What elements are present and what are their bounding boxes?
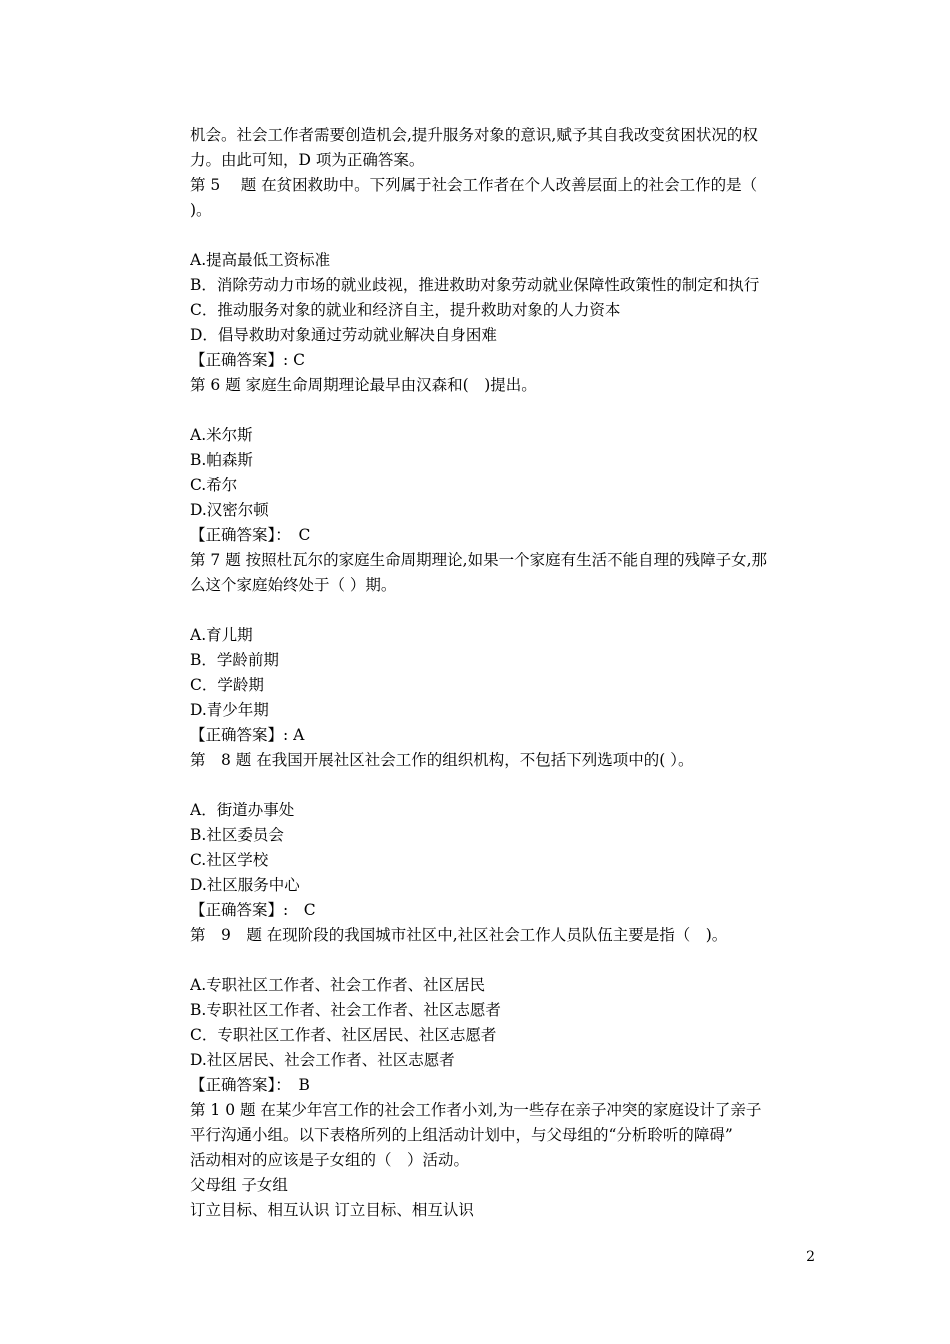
option-b: B．学龄前期 [190,651,279,669]
text-line: 么这个家庭始终处于（ ）期。 [190,576,397,594]
option-a: A．街道办事处 [190,801,295,819]
blank-line [190,598,810,623]
option-c: C.社区学校 [190,851,269,869]
option-a: A.专职社区工作者、社会工作者、社区居民 [190,976,486,994]
question-title: 第 7 题 按照杜瓦尔的家庭生命周期理论,如果一个家庭有生活不能自理的残障子女,那 [190,551,767,569]
option-b: B．消除劳动力市场的就业歧视，推进救助对象劳动就业保障性政策性的制定和执行 [190,276,760,294]
blank-line [190,948,810,973]
option-c: C．专职社区工作者、社区居民、社区志愿者 [190,1026,497,1044]
option-a: A.米尔斯 [190,426,253,444]
document-body [190,123,810,1223]
option-d: D.汉密尔顿 [190,501,269,519]
table-header-line: 父母组 子女组 [190,1176,288,1194]
option-d: D.社区服务中心 [190,876,300,894]
answer-line: 【正确答案】: C [190,351,306,369]
text-line: 机会。社会工作者需要创造机会,提升服务对象的意识,赋予其自我改变贫困状况的权 [190,126,758,144]
option-d: D．倡导救助对象通过劳动就业解决自身困难 [190,326,497,344]
text-line: )。 [190,201,212,219]
page-number: 2 [806,1249,815,1265]
answer-line: 【正确答案】： B [190,1076,310,1094]
question-title: 第 5 题 在贫困救助中。下列属于社会工作者在个人改善层面上的社会工作的是（ [190,176,758,194]
option-c: C．推动服务对象的就业和经济自主，提升救助对象的人力资本 [190,301,621,319]
blank-line [190,773,810,798]
answer-line: 【正确答案】: C [190,901,316,919]
blank-line [190,398,810,423]
answer-line: 【正确答案】： C [190,526,311,544]
question-title: 第 6 题 家庭生命周期理论最早由汉森和( )提出。 [190,376,537,394]
option-d: D.社区居民、社会工作者、社区志愿者 [190,1051,455,1069]
question-title: 第 9 题 在现阶段的我国城市社区中,社区社会工作人员队伍主要是指（ )。 [190,926,728,944]
table-row-line: 订立目标、相互认识 订立目标、相互认识 [190,1201,474,1219]
answer-line: 【正确答案】: A [190,726,305,744]
text-line: 活动相对的应该是子女组的（ ）活动。 [190,1151,470,1169]
text-line: 力。由此可知，D 项为正确答案。 [190,151,425,169]
option-b: B.专职社区工作者、社会工作者、社区志愿者 [190,1001,501,1019]
question-title: 第 1 0 题 在某少年宫工作的社会工作者小刘,为一些存在亲子冲突的家庭设计了亲子 [190,1101,762,1119]
option-c: C.希尔 [190,476,238,494]
question-title: 第 8 题 在我国开展社区社会工作的组织机构，不包括下列选项中的( ）。 [190,751,694,769]
option-b: B.帕森斯 [190,451,253,469]
option-c: C．学龄期 [190,676,264,694]
blank-line [190,223,810,248]
option-a: A.提高最低工资标准 [190,251,331,269]
text-line: 平行沟通小组。以下表格所列的上组活动计划中，与父母组的“分析聆听的障碍” [190,1126,733,1144]
option-b: B.社区委员会 [190,826,284,844]
option-a: A.育儿期 [190,626,253,644]
option-d: D.青少年期 [190,701,269,719]
